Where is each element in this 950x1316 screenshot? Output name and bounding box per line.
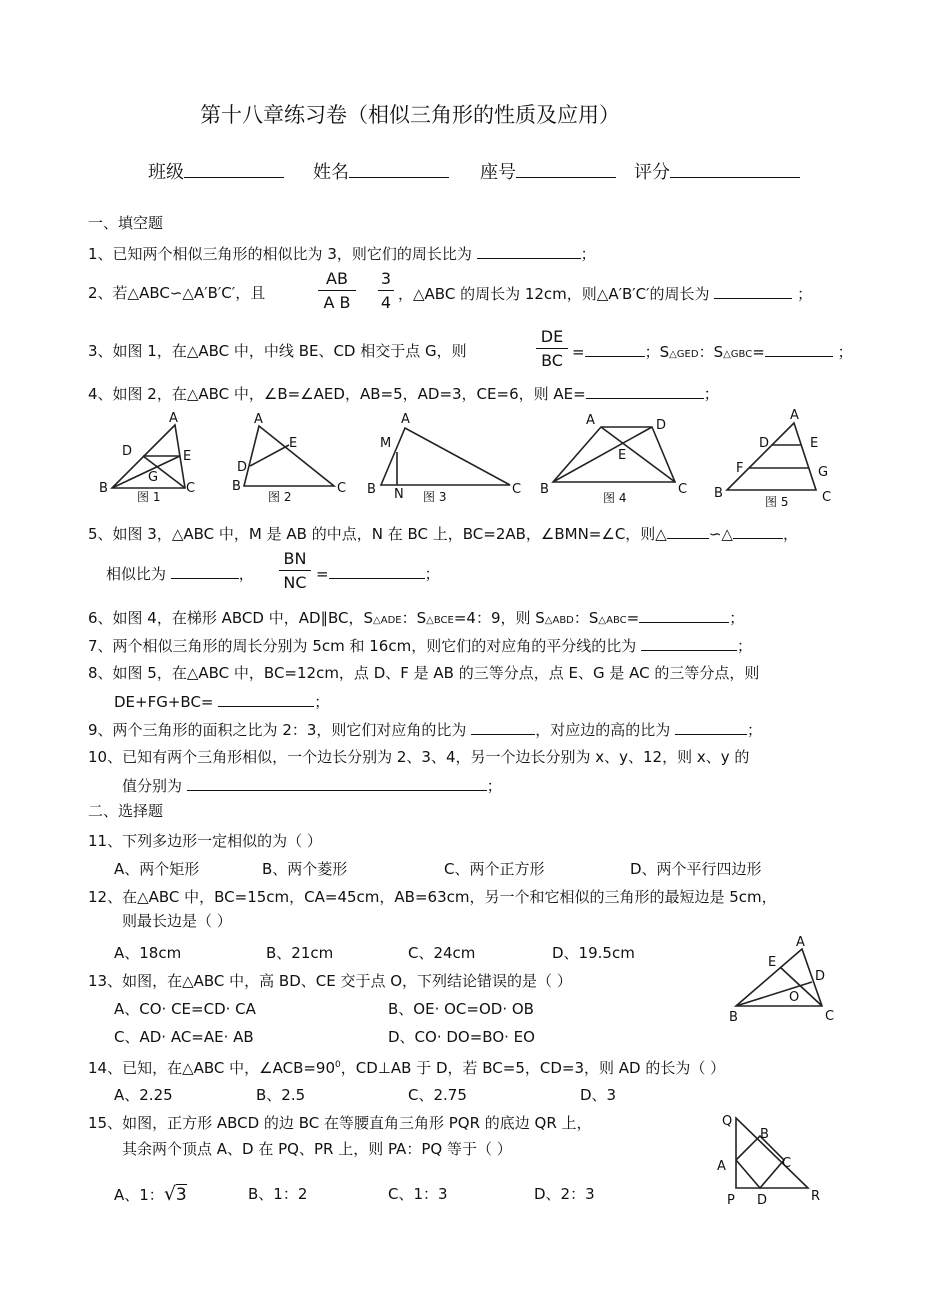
q3-sub-ged: △GED [669, 349, 699, 360]
fig5-label-g: G [818, 465, 829, 480]
q13-label-a: A [796, 935, 805, 950]
fig3-label-a: A [401, 412, 410, 427]
question-12-line2: 则最长边是（ ） [122, 912, 232, 930]
question-4-text: 4、如图 2，在△ABC 中，∠B=∠AED，AB=5，AD=3，CE=6，则 AE= [88, 385, 586, 403]
fig3-label-b: B [367, 482, 376, 497]
fig4-caption: 图 4 [603, 491, 627, 505]
question-3-part1: 3、如图 1，在△ABC 中，中线 BE、CD 相交于点 G，则 [88, 342, 467, 360]
q15-option-a-text: A、1： [114, 1186, 164, 1204]
q2-frac2-den: 4 [380, 293, 392, 312]
q5-end: ； [424, 565, 440, 583]
fig3-label-n: N [394, 487, 404, 502]
q15-label-r: R [811, 1189, 821, 1204]
question-5-line2-end: = ； [316, 565, 440, 583]
q2-frac1-den: A B [323, 293, 351, 312]
q13-label-c: C [825, 1009, 835, 1024]
q12-option-a: A、18cm [114, 944, 182, 962]
q5-ratio-label: 相似比为 [106, 565, 167, 583]
question-11: 11、下列多边形一定相似的为（ ） [88, 832, 322, 850]
fig4-label-e: E [618, 448, 627, 463]
q15-radicand: 3 [175, 1185, 187, 1205]
q15-label-q: Q [722, 1114, 733, 1129]
q5-comma-2: ， [238, 565, 254, 583]
fig2-caption: 图 2 [268, 490, 292, 504]
q13-label-o: O [789, 990, 800, 1005]
question-1-text: 1、已知两个相似三角形的相似比为 3，则它们的周长比为 [88, 245, 472, 263]
fig2-label-a: A [254, 412, 263, 427]
q15-label-p: P [727, 1193, 735, 1208]
fig4-label-d: D [656, 418, 667, 433]
q5-comma: ， [782, 525, 798, 543]
q9-end: ； [746, 721, 762, 739]
fig5-label-e: E [810, 436, 819, 451]
score-label: 评分 [634, 162, 670, 183]
question-2-part1: 2、若△ABC∽△A′B′C′，且 [88, 284, 266, 302]
fig4-label-b: B [540, 482, 549, 497]
q15-label-b: B [760, 1127, 769, 1142]
fig2-label-b: B [232, 479, 241, 494]
fig4-label-c: C [678, 482, 688, 497]
q6-text-c: =4：9，则 S [453, 609, 545, 627]
section-fill-in: 一、填空题 [88, 214, 164, 232]
fig3-label-c: C [512, 482, 522, 497]
q14-option-a: A、2.25 [114, 1086, 173, 1104]
q12-option-d: D、19.5cm [552, 944, 635, 962]
question-3-part2: = ；S△GED：S△GBC= ； [572, 343, 853, 361]
question-15-line1: 15、如图，正方形 ABCD 的边 BC 在等腰直角三角形 PQR 的底边 QR 上， [88, 1114, 592, 1132]
question-10-line1: 10、已知有两个三角形相似，一个边长分别为 2、3、4，另一个边长分别为 x、y、12，则 x、y 的 [88, 748, 750, 766]
q13-label-d: D [815, 969, 826, 984]
fig5-label-d: D [759, 436, 770, 451]
q2-end: ； [797, 285, 813, 303]
question-2-text: ，△ABC 的周长为 12cm，则△A′B′C′的周长为 [398, 285, 710, 303]
q5-frac-den: NC [283, 573, 307, 592]
q10-end: ； [486, 777, 502, 795]
page-title: 第十八章练习卷（相似三角形的性质及应用） [200, 103, 620, 127]
fig1-label-c: C [186, 481, 196, 496]
q7-end: ； [736, 637, 752, 655]
question-9-text: 9、两个三角形的面积之比为 2：3，则它们对应角的比为 [88, 721, 467, 739]
q4-end: ； [703, 385, 719, 403]
fig5-label-a: A [790, 408, 799, 423]
q6-end: ； [729, 609, 745, 627]
q8-text-b: DE+FG+BC= [114, 693, 214, 711]
fig2-label-e: E [289, 436, 298, 451]
fig5-label-f: F [736, 461, 744, 476]
q3-text-b: ；S [644, 343, 670, 361]
q13-label-e: E [768, 955, 777, 970]
section-multiple-choice: 二、选择题 [88, 802, 164, 820]
q3-text-c: ：S [698, 343, 724, 361]
q15-option-d: D、2：3 [534, 1185, 595, 1203]
q15-label-a: A [717, 1159, 726, 1174]
q14-option-b: B、2.5 [256, 1086, 306, 1104]
q2-frac1-num: AB [326, 269, 348, 288]
fig1-label-e: E [183, 449, 192, 464]
q14-text-b: ，CD⊥AB 于 D，若 BC=5，CD=3，则 AD 的长为（ ） [340, 1059, 726, 1077]
q13-option-d: D、CO· DO=BO· EO [388, 1028, 535, 1046]
q6-text-d: ：S [573, 609, 599, 627]
q14-option-c: C、2.75 [408, 1086, 467, 1104]
sqrt-symbol: √ [163, 1183, 176, 1205]
q8-end: ； [314, 693, 330, 711]
question-12-line1: 12、在△ABC 中，BC=15cm，CA=45cm，AB=63cm，另一个和它相似的三角形的最短边是 5cm， [88, 888, 777, 906]
q11-option-a: A、两个矩形 [114, 860, 200, 878]
fig1-label-b: B [99, 481, 108, 496]
q6-eq: = [626, 609, 640, 627]
q12-option-c: C、24cm [408, 944, 476, 962]
fig3-caption: 图 3 [423, 490, 447, 504]
question-8-line1: 8、如图 5，在△ABC 中，BC=12cm，点 D、F 是 AB 的三等分点，点 E、G 是 AC 的三等分点，则 [88, 664, 760, 682]
seat-label: 座号 [480, 162, 516, 183]
q11-option-c: C、两个正方形 [444, 860, 545, 878]
fig1-caption: 图 1 [137, 490, 161, 504]
q3-frac-den: BC [541, 351, 563, 370]
q3-end: ； [837, 343, 853, 361]
q13-option-b: B、OE· OC=OD· OB [388, 1000, 534, 1018]
q9-text-b: ，对应边的高的比为 [535, 721, 671, 739]
q6-sub-bce: △BCE [426, 615, 454, 626]
fig1-label-a: A [169, 411, 178, 426]
q6-sub-abc: △ABC [598, 615, 627, 626]
question-13: 13、如图，在△ABC 中，高 BD、CE 交于点 O，下列结论错误的是（ ） [88, 972, 572, 990]
fig1-label-d: D [122, 444, 133, 459]
q6-sub-ade: △ADE [373, 615, 402, 626]
q3-frac-num: DE [540, 327, 564, 346]
question-6-text: 6、如图 4，在梯形 ABCD 中，AD∥BC，S [88, 609, 374, 627]
q15-label-c: C [782, 1156, 792, 1171]
q14-degree-sup: 0 [335, 1060, 341, 1070]
q13-label-b: B [729, 1010, 738, 1025]
name-label: 姓名 [313, 162, 349, 183]
q11-option-b: B、两个菱形 [262, 860, 348, 878]
fig5-label-b: B [714, 486, 723, 501]
question-15-line2: 其余两个顶点 A、D 在 PQ、PR 上，则 PA：PQ 等于（ ） [122, 1140, 512, 1158]
fig5-caption: 图 5 [765, 495, 789, 509]
fig2-label-c: C [337, 481, 347, 496]
q13-option-c: C、AD· AC=AE· AB [114, 1028, 254, 1046]
fig4-label-a: A [586, 413, 595, 428]
q3-sub-gbc: △GBC [723, 349, 753, 360]
fig1-label-g: G [148, 470, 159, 485]
fig3-label-m: M [380, 436, 392, 451]
q6-text-b: ：S [401, 609, 427, 627]
q15-option-b: B、1：2 [248, 1185, 308, 1203]
q14-option-d: D、3 [580, 1086, 617, 1104]
fig2-label-d: D [237, 460, 248, 475]
q1-end: ； [580, 245, 596, 263]
q3-eq: = [752, 343, 765, 361]
q6-sub-abd: △ABD [544, 615, 574, 626]
q5-sim: ∽△ [708, 525, 733, 543]
q13-option-a: A、CO· CE=CD· CA [114, 1000, 256, 1018]
question-7-text: 7、两个相似三角形的周长分别为 5cm 和 16cm，则它们的对应角的平分线的比为 [88, 637, 637, 655]
q11-option-d: D、两个平行四边形 [630, 860, 762, 878]
q15-option-c: C、1：3 [388, 1185, 448, 1203]
fig5-label-c: C [822, 490, 832, 505]
question-14-text: 14、已知，在△ABC 中，∠ACB=90 [88, 1059, 336, 1077]
class-label: 班级 [148, 162, 184, 183]
q15-label-d: D [757, 1193, 768, 1208]
q5-frac-num: BN [283, 549, 307, 568]
q10-text-b: 值分别为 [122, 777, 183, 795]
q12-option-b: B、21cm [266, 944, 334, 962]
question-5-text: 5、如图 3，△ABC 中，M 是 AB 的中点，N 在 BC 上，BC=2AB，∠BMN=∠C，则△ [88, 525, 667, 543]
q2-frac2-num: 3 [380, 269, 392, 288]
